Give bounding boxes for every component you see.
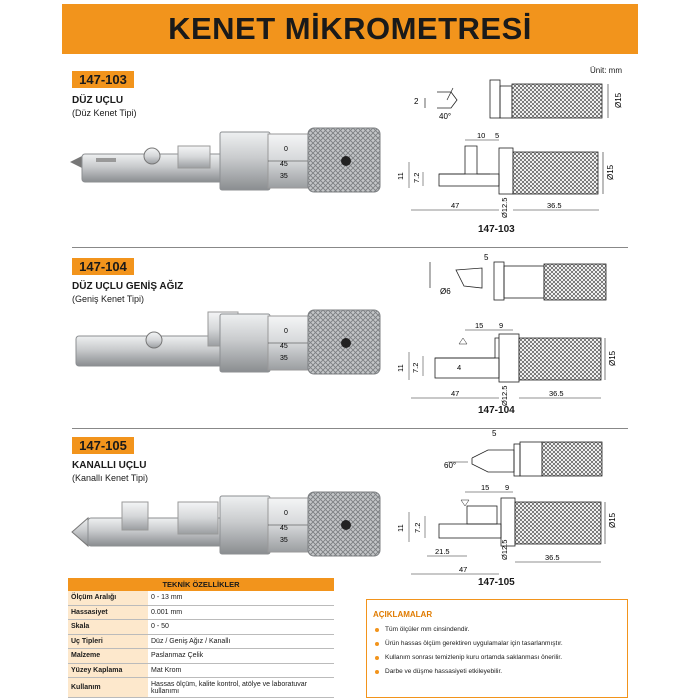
spec-key: Hassasiyet	[68, 605, 148, 620]
spec-value: Düz / Geniş Ağız / Kanallı	[148, 634, 334, 649]
dim-label: Ø15	[606, 164, 615, 180]
dim-label: 5	[495, 131, 500, 140]
spindle	[178, 146, 210, 168]
dim-label: 10	[477, 131, 486, 140]
table-row	[68, 591, 334, 605]
thimble-mark: 35	[280, 173, 288, 180]
spindle	[178, 502, 218, 534]
dim-label: 11	[396, 364, 405, 372]
table-row	[68, 649, 334, 664]
dim-label: 36.5	[549, 389, 564, 398]
table-row	[68, 620, 334, 635]
title-banner	[62, 4, 638, 54]
dim-label: Ø6	[440, 287, 451, 296]
dim-label: Ø15	[608, 350, 617, 366]
notes-title: AÇIKLAMALAR	[373, 610, 433, 619]
micrometer-photo-147-103	[68, 118, 388, 198]
dim-label: 47	[451, 201, 460, 210]
list-item: Ürün hassas ölçüm gerektiren uygulamalar için tasarlanmıştır.	[373, 640, 563, 647]
section-divider	[72, 247, 628, 248]
sleeve	[220, 314, 270, 372]
spec-value: 0 - 50	[148, 620, 334, 635]
drawing-caption: 147-103	[478, 224, 515, 235]
dim-label: 9	[505, 483, 510, 492]
product-name: KANALLI UÇLU	[72, 460, 147, 471]
jaw	[122, 502, 148, 530]
list-item: Tüm ölçüler mm cinsindendir.	[373, 626, 563, 633]
table-row	[68, 634, 334, 649]
thimble-mark: 0	[284, 328, 288, 335]
table-row	[68, 605, 334, 620]
spec-table-header: TEKNİK ÖZELLİKLER	[68, 578, 334, 591]
spec-key: Ölçüm Aralığı	[68, 591, 148, 605]
table-row	[68, 678, 334, 698]
dim-label: 2	[414, 97, 419, 106]
drawing-top-147-103	[405, 80, 630, 122]
list-item: Kullanım sonrası temizlenip kuru ortamda saklanması önerilir.	[373, 654, 563, 661]
thimble-mark: 0	[284, 510, 288, 517]
drawing-top-147-105	[438, 428, 630, 478]
dim-label: Ø12.5	[500, 385, 509, 406]
product-code-badge: 147-104	[72, 258, 134, 275]
sleeve	[220, 132, 270, 190]
drawing-caption: 147-104	[478, 405, 515, 416]
product-subtitle: (Kanallı Kenet Tipi)	[72, 473, 149, 483]
product-subtitle: (Düz Kenet Tipi)	[72, 108, 137, 118]
spec-key: Malzeme	[68, 649, 148, 664]
dim-label: 5	[492, 429, 497, 438]
spec-value: 0 - 13 mm	[148, 591, 334, 605]
dim-label: 11	[396, 172, 405, 180]
drawing-top-147-104	[420, 252, 630, 302]
ratchet-screw	[341, 338, 351, 348]
dim-label: Ø15	[614, 92, 623, 108]
drawing-caption: 147-105	[478, 577, 515, 588]
dim-label: 15	[475, 321, 484, 330]
spec-value: 0.001 mm	[148, 605, 334, 620]
anvil-tip	[70, 156, 82, 168]
ratchet-screw	[341, 520, 351, 530]
dim-label: 15	[481, 483, 490, 492]
unit-label: Ünit: mm	[590, 66, 622, 75]
thimble-mark: 45	[280, 161, 288, 168]
product-name: DÜZ UÇLU	[72, 95, 124, 106]
dim-label: Ø12.5	[500, 197, 509, 218]
thimble-mark: 35	[280, 537, 288, 544]
thimble-mark: 35	[280, 355, 288, 362]
spec-table	[68, 578, 334, 698]
lock-screw	[144, 148, 160, 164]
lock-screw	[146, 332, 162, 348]
dim-label: 7.2	[412, 172, 421, 183]
dim-label: 47	[459, 565, 468, 574]
dim-label: 11	[396, 524, 405, 532]
spec-key: Skala	[68, 620, 148, 635]
dim-label: 36.5	[545, 553, 560, 562]
thimble-mark: 45	[280, 343, 288, 350]
dim-label: 40°	[439, 112, 452, 121]
ratchet-screw	[341, 156, 351, 166]
notes-box	[366, 599, 628, 698]
micrometer-photo-147-104	[68, 300, 388, 380]
spec-value: Mat Krom	[148, 663, 334, 678]
dim-label: 9	[499, 321, 504, 330]
micrometer-photo-147-105	[68, 482, 388, 562]
product-name: DÜZ UÇLU GENİŞ AĞIZ	[72, 281, 184, 292]
dim-label: 7.2	[413, 522, 422, 533]
notes-list	[373, 626, 563, 682]
page-title: KENET MİKROMETRESİ	[168, 11, 532, 46]
dim-label: 5	[484, 253, 489, 262]
dim-label: Ø12.5	[500, 539, 509, 560]
table-row	[68, 663, 334, 678]
spec-key: Yüzey Kaplama	[68, 663, 148, 678]
spec-key: Kullanım	[68, 678, 148, 698]
drawing-side-147-105	[395, 482, 630, 577]
dim-label: 21.5	[435, 547, 450, 556]
product-code-badge: 147-103	[72, 71, 134, 88]
list-item: Darbe ve düşme hassasiyeti etkileyebilir.	[373, 668, 563, 675]
drawing-side-147-103	[395, 130, 630, 222]
dim-label: 7.2	[411, 362, 420, 373]
sleeve	[220, 496, 270, 554]
dim-label: 36.5	[547, 201, 562, 210]
dim-label: 60°	[444, 461, 457, 470]
spec-key: Uç Tipleri	[68, 634, 148, 649]
thimble-mark: 0	[284, 146, 288, 153]
spec-value: Paslanmaz Çelik	[148, 649, 334, 664]
spec-value: Hassas ölçüm, kalite kontrol, atölye ve laboratuvar kullanımı	[148, 678, 334, 698]
product-subtitle: (Geniş Kenet Tipi)	[72, 294, 145, 304]
drawing-side-147-104	[395, 318, 630, 410]
dim-label: Ø15	[608, 512, 617, 528]
thimble-mark: 45	[280, 525, 288, 532]
dim-label: 4	[457, 363, 462, 372]
dim-label: 47	[451, 389, 460, 398]
product-code-badge: 147-105	[72, 437, 134, 454]
anvil-tip	[72, 518, 88, 546]
